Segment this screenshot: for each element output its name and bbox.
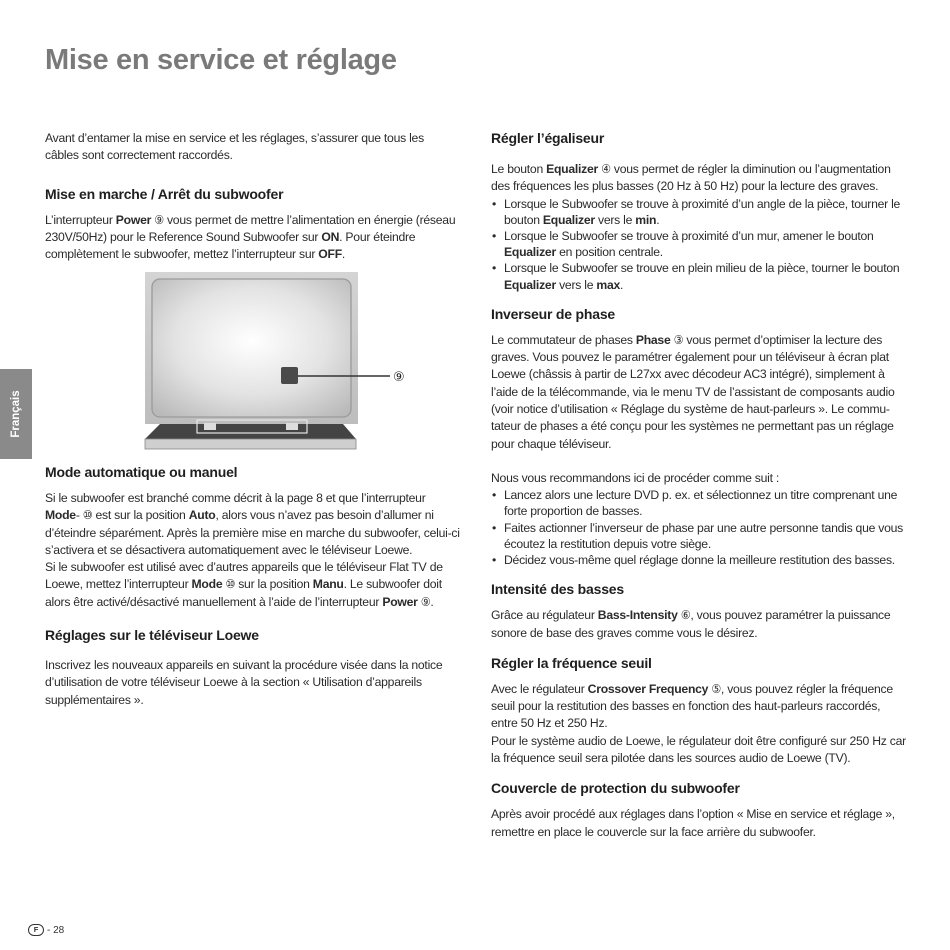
subwoofer-illustration	[140, 272, 420, 457]
language-tab-label: Français	[10, 390, 22, 438]
heading-tv: Réglages sur le téléviseur Loewe	[45, 627, 259, 644]
frequency-paragraph-1: Avec le régulateur Crossover Frequency ⑤, vous pouvez régler la fréquence seuil pour la restitution des basses en fonction des haut-parleurs raccordés, entre 50 Hz et 250 Hz.	[491, 681, 893, 731]
cover-paragraph: Après avoir procédé aux réglages dans l’option « Mise en service et réglage », remettre en place le couvercle sur la face arrière du subwoofer.	[491, 807, 895, 839]
frequency-paragraph-2: Pour le système audio de Loewe, le régulateur doit être configuré sur 250 Hz car la fréquence seuil sera pilotée dans les sources audio de Loewe (TV).	[491, 733, 906, 765]
power-paragraph: L’interrupteur Power ⑨ vous permet de mettre l’alimentation en énergie (réseau 230V/50Hz) pour le Reference Sound Subwoofer sur ON. Pour éteindre complètement le subwoofer, mettez l’interrupteur sur OFF.	[45, 212, 456, 262]
phase-list	[491, 487, 907, 568]
power-switch-icon	[281, 367, 298, 384]
tv-paragraph: Inscrivez les nouveaux appareils en suivant la procédure visée dans la notice d’utilisation de votre téléviseur Loewe à la section « Utilisation d’appareils supplémentaires ».	[45, 658, 443, 707]
figure-callout: ⑨	[393, 370, 405, 385]
equalizer-list	[491, 196, 907, 293]
heading-phase: Inverseur de phase	[491, 305, 616, 322]
equalizer-paragraph: Le bouton Equalizer ④ vous permet de régler la diminution ou l’augmentation des fréquences les plus basses (20 Hz à 50 Hz) pour la lecture des graves.	[491, 162, 891, 194]
phase-paragraph: Le commutateur de phases Phase ③ vous permet d’optimiser la lecture des graves. Vous pouvez le paramétrer également pour un téléviseur à écran plat Loewe (châssis à partir de L27xx avec décodeur AC3 intégré), simplement à l’aide de la télécommande, via le menu TV de l’assistant de composants audio (voir notice d’utilisation « Réglage du système de haut-parleurs ». Le commutateur de phases a été conçu pour les systèmes ne permettant pas un réglage pour chaque téléviseur.	[491, 332, 895, 451]
heading-cover: Couvercle de protection du subwoofer	[491, 780, 740, 797]
list-item: • Lorsque le Subwoofer se trouve à proximité d’un mur, amener le bouton Equalizer en position centrale.	[491, 228, 907, 260]
list-item: • Lorsque le Subwoofer se trouve à proximité d’un angle de la pièce, tourner le bouton Equalizer vers le min.	[491, 196, 907, 228]
left-column	[45, 130, 460, 263]
heading-bass: Intensité des basses	[491, 581, 624, 598]
page-footer	[28, 924, 64, 936]
phase-recommendation: Nous vous recommandons ici de procéder comme suit :	[491, 470, 780, 485]
list-item: • Lancez alors une lecture DVD p. ex. et sélectionnez un titre comprenant une forte proportion de basses.	[491, 487, 907, 519]
mode-paragraph-1: Si le subwoofer est branché comme décrit à la page 8 et que l’interrupteur Mode- ⑩ est sur la position Auto, alors vous n’avez pas besoin d’allumer ni d’éteindre séparément. Après la première mise en marche du subwoofer, celui-ci s’activera et se désactivera automatiquement avec le téléviseur Loewe.	[45, 491, 460, 557]
intro-paragraph: Avant d’entamer la mise en service et les réglages, s’assurer que tous les câbles sont correctement raccordés.	[45, 131, 424, 163]
list-item: • Décidez vous-même quel réglage donne la meilleure restitution des basses.	[491, 552, 907, 568]
page-title: Mise en service et réglage	[45, 44, 397, 76]
subwoofer-figure	[140, 272, 420, 457]
language-badge: F	[28, 924, 44, 936]
left-column-lower	[45, 464, 460, 709]
heading-mode: Mode automatique ou manuel	[45, 464, 238, 480]
heading-equalizer: Régler l’égaliseur	[491, 130, 605, 146]
heading-power: Mise en marche / Arrêt du subwoofer	[45, 185, 284, 202]
page-number: - 28	[47, 924, 65, 936]
language-tab	[0, 369, 32, 459]
list-item: • Lorsque le Subwoofer se trouve en plein milieu de la pièce, tourner le bouton Equalizer vers le max.	[491, 260, 907, 292]
heading-frequency: Régler la fréquence seuil	[491, 654, 652, 671]
bass-paragraph: Grâce au régulateur Bass-Intensity ⑥, vous pouvez paramétrer la puissance sonore de base des graves comme vous le désirez.	[491, 608, 891, 640]
right-column	[491, 130, 907, 841]
mode-paragraph-2: Si le subwoofer est utilisé avec d’autres appareils que le téléviseur Flat TV de Loewe, mettez l’interrupteur Mode ⑩ sur la position Manu. Le subwoofer doit alors être activé/désactivé manuellement à l’aide de l’interrupteur Power ⑨.	[45, 560, 443, 609]
list-item: • Faites actionner l’inverseur de phase par une autre personne tandis que vous écoutez la restitution depuis votre siège.	[491, 520, 907, 552]
